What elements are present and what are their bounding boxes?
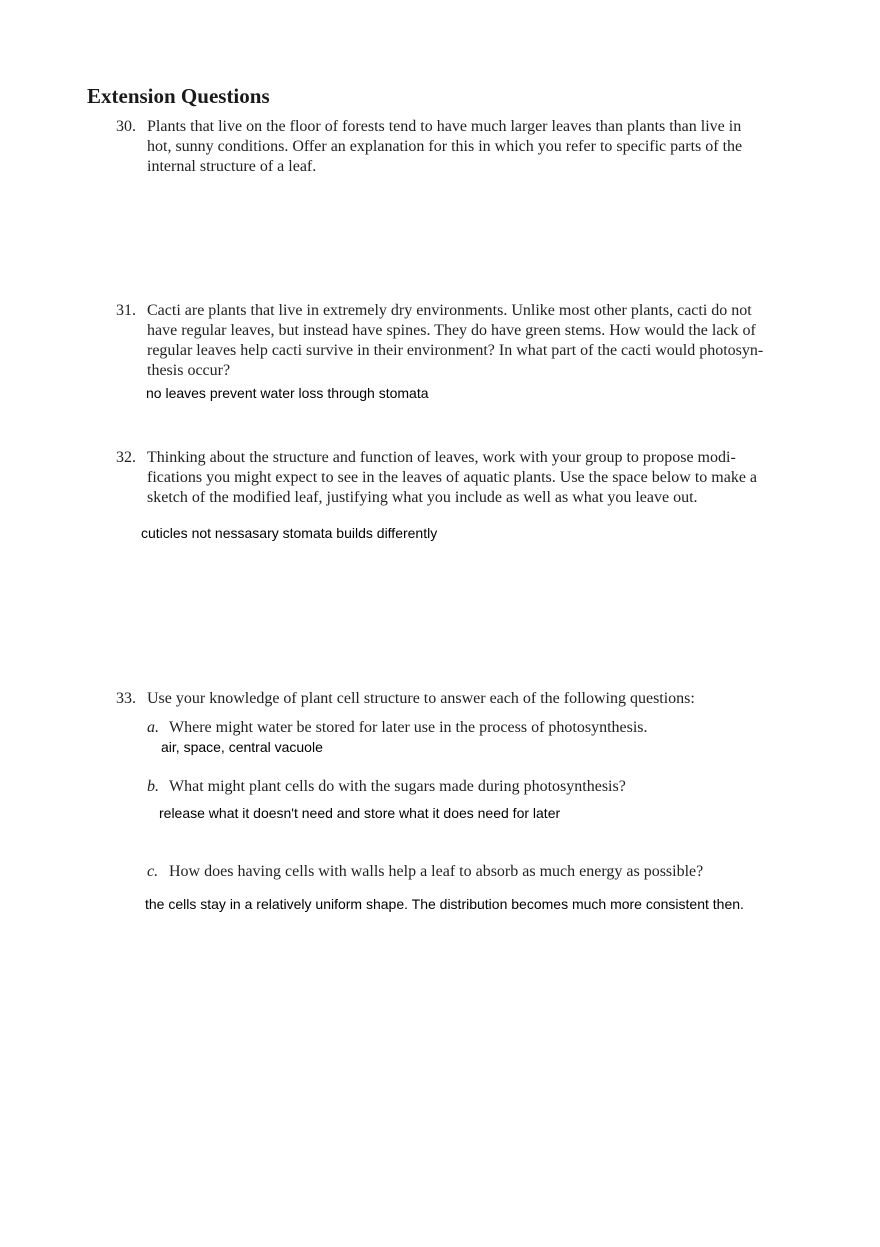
sub-question-letter: c.: [147, 863, 159, 880]
question-number: 33.: [116, 690, 136, 707]
answer-text: no leaves prevent water loss through stomata: [146, 385, 429, 401]
question-number: 32.: [116, 449, 136, 466]
question-text-line: Plants that live on the floor of forests tend to have much larger leaves than plants than live in: [147, 118, 742, 135]
sub-question-c: How does having cells with walls help a leaf to absorb as much energy as possible?: [169, 863, 704, 880]
question-text-line: sketch of the modified leaf, justifying what you include as well as what you leave out.: [147, 489, 698, 506]
question-number: 30.: [116, 118, 136, 135]
answer-text: air, space, central vacuole: [161, 739, 323, 755]
sub-question-a: Where might water be stored for later use in the process of photosynthesis.: [169, 719, 648, 736]
question-text-line: thesis occur?: [147, 362, 231, 379]
question-text-line: have regular leaves, but instead have spines. They do have green stems. How would the lack of: [147, 322, 756, 339]
sub-question-b: What might plant cells do with the sugars made during photosynthesis?: [169, 778, 626, 795]
question-text-line: fications you might expect to see in the leaves of aquatic plants. Use the space below to make a: [147, 469, 758, 486]
question-prompt: Use your knowledge of plant cell structure to answer each of the following questions:: [147, 690, 695, 707]
sub-question-letter: b.: [147, 778, 159, 795]
section-heading: Extension Questions: [87, 84, 270, 108]
answer-text: release what it doesn't need and store what it does need for later: [159, 805, 561, 821]
answer-text: cuticles not nessasary stomata builds differently: [141, 525, 438, 541]
question-text-line: Thinking about the structure and function of leaves, work with your group to propose modi-: [147, 449, 736, 466]
question-number: 31.: [116, 302, 136, 319]
question-text-line: Cacti are plants that live in extremely dry environments. Unlike most other plants, cacti do not: [147, 302, 752, 319]
answer-text: the cells stay in a relatively uniform shape. The distribution becomes much more consistent then.: [145, 896, 744, 912]
question-text-line: regular leaves help cacti survive in their environment? In what part of the cacti would photosyn-: [147, 342, 764, 359]
question-text-line: internal structure of a leaf.: [147, 158, 317, 175]
sub-question-letter: a.: [147, 719, 159, 736]
question-text-line: hot, sunny conditions. Offer an explanation for this in which you refer to specific parts of the: [147, 138, 743, 155]
